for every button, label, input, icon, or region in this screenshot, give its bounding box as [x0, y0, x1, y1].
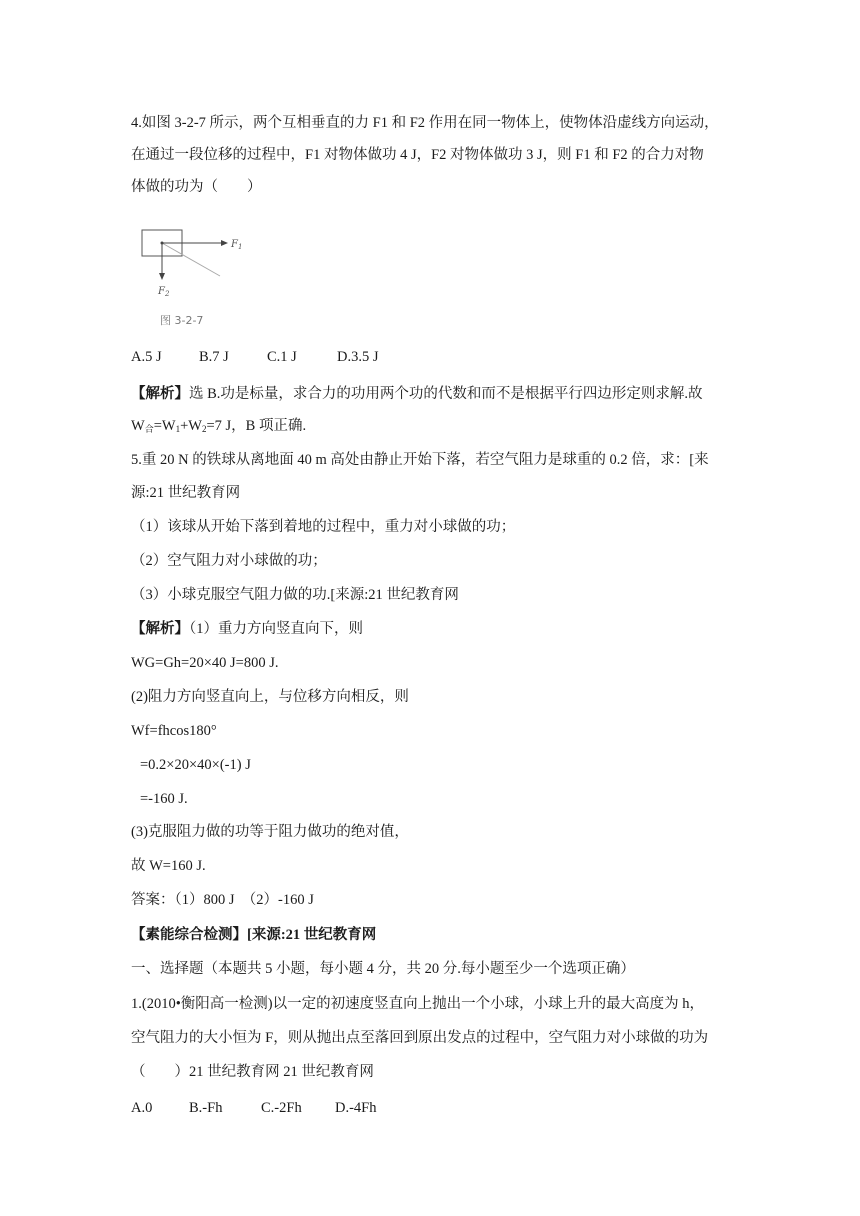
q1-option-a: A.0 [131, 1100, 153, 1116]
force-diagram-svg [136, 222, 256, 312]
q5-analysis-1 [131, 619, 760, 639]
analysis-tag: 【解析】 [131, 621, 189, 637]
w1-subscript: 1 [175, 424, 181, 434]
f1-arrowhead-icon [221, 240, 228, 246]
q4-option-d: D.3.5 J [337, 349, 379, 365]
q4-option-a: A.5 J [131, 349, 162, 365]
application-point [161, 242, 164, 245]
q1-option-b: B.-Fh [189, 1100, 223, 1116]
q5-answer: 答案：（1）800 J （2）-160 J [131, 892, 314, 908]
q1-line-1: 1.(2010•衡阳高一检测)以一定的初速度竖直向上抛出一个小球，小球上升的最大高度为 h， [131, 996, 704, 1012]
q4-analysis-line-2 [131, 416, 760, 439]
q4-analysis-text: 选 B.功是标量，求合力的功用两个功的代数和而不是根据平行四边形定则求解.故 [189, 386, 703, 402]
q1-option-d: D.-4Fh [335, 1100, 377, 1116]
q5-eq-4: =-160 J. [140, 791, 188, 807]
q4-option-b: B.7 J [199, 349, 229, 365]
q5-eq-3: =0.2×20×40×(-1) J [140, 757, 251, 773]
q4-line-2: 在通过一段位移的过程中，F1 对物体做功 4 J，F2 对物体做功 3 J，则 F1 和 F2 的合力对物 [131, 147, 704, 163]
q1-line-2: 空气阻力的大小恒为 F，则从抛出点至落回到原出发点的过程中，空气阻力对小球做的功为 [131, 1030, 709, 1046]
w-subscript: 合 [144, 424, 154, 434]
w-symbol: W [131, 418, 145, 434]
q4-option-c: C.1 J [267, 349, 297, 365]
q4-analysis-line-1 [131, 384, 760, 404]
q5-analysis-3: (3)克服阻力做的功等于阻力做功的绝对值， [131, 824, 409, 840]
q5-sub-3: （3）小球克服空气阻力做的功.[来源:21 世纪教育网 [131, 587, 459, 603]
analysis-tag: 【解析】 [131, 386, 189, 402]
motion-path-line [162, 243, 220, 276]
q5-line-1: 5.重 20 N 的铁球从离地面 40 m 高处由静止开始下落，若空气阻力是球重的 0.2 倍，求：[来 [131, 452, 709, 468]
q5-eq-1: WG=Gh=20×40 J=800 J. [131, 655, 279, 671]
q5-analysis-2: (2)阻力方向竖直向上，与位移方向相反，则 [131, 689, 409, 705]
q4-line-1: 4.如图 3-2-7 所示，两个互相垂直的力 F1 和 F2 作用在同一物体上，使物体沿虚线方向运动， [131, 115, 719, 131]
q1-options [131, 1098, 760, 1118]
eq-part-b: =W [153, 418, 176, 434]
section-part-1: 一、选择题（本题共 5 小题，每小题 4 分，共 20 分.每小题至少一个选项正确） [131, 961, 635, 977]
w2-subscript: 2 [201, 424, 207, 434]
q5-sub-1: （1）该球从开始下落到着地的过程中，重力对小球做的功； [131, 519, 516, 535]
q1-option-c: C.-2Fh [261, 1100, 302, 1116]
f2-label: $F_2$ [158, 286, 170, 298]
f1-label: $F_1$ [231, 239, 243, 251]
q4-options [131, 347, 760, 367]
f2-arrowhead-icon [159, 273, 165, 280]
eq-part-d: =7 J，B 项正确. [206, 418, 307, 434]
section-title: 【素能综合检测】[来源:21 世纪教育网 [131, 927, 377, 943]
q4-line-3: 体做的功为（ ） [131, 179, 262, 195]
figure-caption: 图 3-2-7 [160, 314, 204, 327]
q5-sub-2: （2）空气阻力对小球做的功； [131, 553, 327, 569]
q5-analysis-text: （1）重力方向竖直向下，则 [189, 621, 363, 637]
q5-eq-5: 故 W=160 J. [131, 858, 206, 874]
q1-line-3: （ ）21 世纪教育网 21 世纪教育网 [131, 1064, 374, 1080]
q5-eq-2: Wf=fhcos180° [131, 723, 217, 739]
q5-line-2: 源:21 世纪教育网 [131, 485, 241, 501]
eq-part-c: +W [180, 418, 202, 434]
